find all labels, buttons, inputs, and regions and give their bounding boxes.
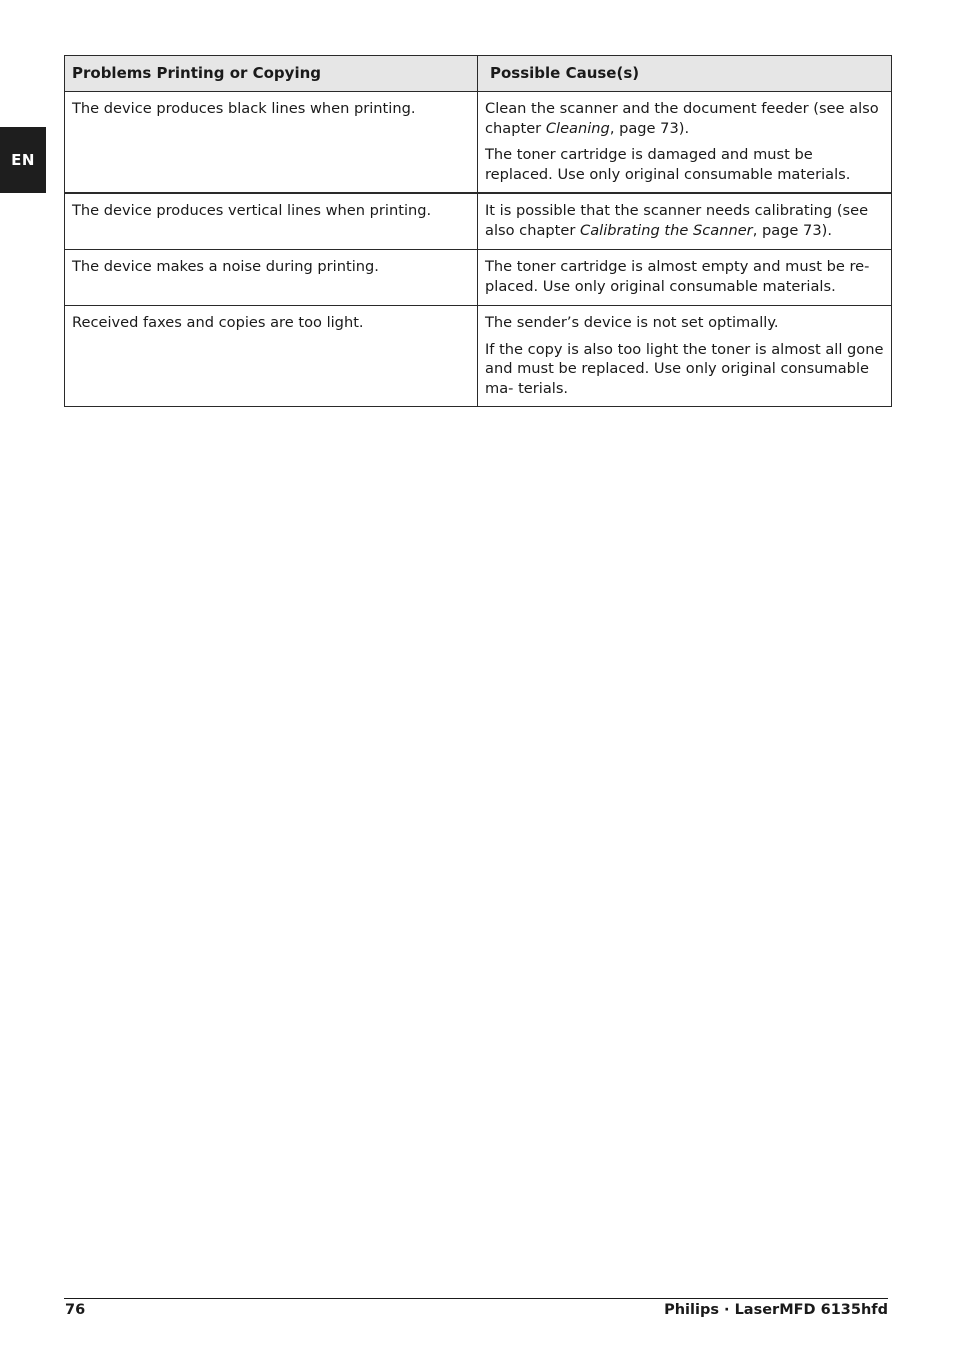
problem-cell: The device produces vertical lines when printing.	[65, 193, 478, 250]
cause-cell	[478, 193, 892, 250]
problem-cell: Received faxes and copies are too light.	[65, 306, 478, 407]
footer-divider	[64, 1298, 888, 1299]
header-cause: Possible Cause(s)	[478, 56, 892, 92]
cause-paragraph: It is possible that the scanner needs calibrating (see also chapter Calibrating the Scanner, page 73).	[485, 202, 869, 239]
language-tab-label: EN	[11, 151, 35, 169]
chapter-reference: Calibrating the Scanner	[580, 221, 753, 239]
cause-paragraph: The sender’s device is not set optimally.	[485, 314, 779, 331]
product-name: Philips · LaserMFD 6135hfd	[664, 1302, 888, 1318]
page-number: 76	[65, 1302, 86, 1318]
table-row	[65, 250, 892, 306]
table-row	[65, 92, 892, 194]
cause-paragraph: Clean the scanner and the document feeder (see also chapter Cleaning, page 73).	[485, 100, 879, 137]
cause-paragraph: If the copy is also too light the toner is almost all gone and must be replaced. Use only original consumable ma- terials.	[485, 340, 884, 397]
cause-cell	[478, 250, 892, 306]
problem-cell: The device produces black lines when printing.	[65, 92, 478, 194]
troubleshooting-table	[64, 55, 892, 407]
header-problem: Problems Printing or Copying	[65, 56, 478, 92]
table-row	[65, 193, 892, 250]
language-tab	[0, 127, 46, 193]
table-row	[65, 306, 892, 407]
cause-cell	[478, 92, 892, 194]
cause-cell	[478, 306, 892, 407]
table-header-row	[65, 56, 892, 92]
cause-paragraph: The toner cartridge is damaged and must be replaced. Use only original consumable materials.	[485, 146, 851, 183]
chapter-reference: Cleaning	[545, 119, 610, 137]
cause-paragraph: The toner cartridge is almost empty and must be re- placed. Use only original consumable materials.	[485, 258, 870, 295]
problem-cell: The device makes a noise during printing.	[65, 250, 478, 306]
